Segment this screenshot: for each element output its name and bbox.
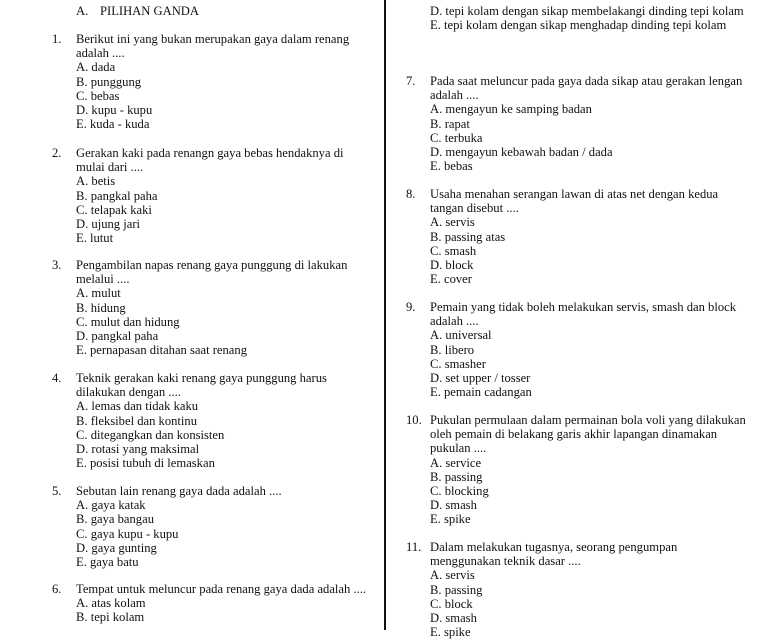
question-number: 7.	[406, 74, 416, 88]
option-a: A. mulut	[76, 286, 121, 301]
question-1	[52, 32, 370, 131]
option-c: C. bebas	[76, 88, 120, 103]
question-number: 8.	[406, 187, 416, 201]
question-5	[52, 484, 282, 569]
question-7	[406, 74, 746, 173]
option-a: A. servis	[430, 215, 475, 230]
option-c: C. mulut dan hidung	[76, 314, 180, 329]
question-number: 9.	[406, 300, 416, 314]
option-a: A. dada	[76, 60, 116, 75]
question-text: Pukulan permulaan dalam permainan bola voli yang dilakukan oleh pemain di belakang garis akhir lapangan dinamakan pukulan ....	[430, 413, 746, 456]
option-d: D. set upper / tosser	[430, 371, 531, 386]
option-d: D. gaya gunting	[76, 540, 157, 555]
question-text: Tempat untuk meluncur pada renang gaya dada adalah ....	[76, 582, 367, 596]
option-e: E. pernapasan ditahan saat renang	[76, 343, 247, 358]
question-number: 6.	[52, 582, 62, 596]
option-e: E. spike	[430, 512, 471, 527]
question-9	[406, 300, 746, 399]
option-b: B. libero	[430, 342, 475, 357]
option-c: C. gaya kupu - kupu	[76, 526, 179, 541]
question-4	[52, 371, 370, 470]
question-6	[52, 582, 366, 625]
option-d: D. smash	[430, 498, 477, 513]
option-a: A. lemas dan tidak kaku	[76, 399, 199, 414]
option-b: B. passing	[430, 469, 483, 484]
question-text: Pengambilan napas renang gaya punggung di lakukan melalui ....	[76, 258, 348, 287]
option-b: B. tepi kolam	[76, 610, 145, 625]
option-d: D. pangkal paha	[76, 329, 159, 344]
question-text: Teknik gerakan kaki renang gaya punggung harus dilakukan dengan ....	[76, 371, 327, 400]
option-b: B. hidung	[76, 300, 126, 315]
option-a: A. mengayun ke samping badan	[430, 102, 592, 117]
option-a: A. service	[430, 455, 482, 470]
option-e: E. lutut	[76, 231, 114, 246]
option-c: C. ditegangkan dan konsisten	[76, 427, 225, 442]
option-e: E. bebas	[430, 159, 473, 174]
option-c: C. blocking	[430, 484, 489, 499]
question-number: 4.	[52, 371, 62, 385]
question-11	[406, 540, 746, 639]
option-a: A. atas kolam	[76, 596, 146, 611]
question-text: Berikut ini yang bukan merupakan gaya dalam renang adalah ....	[76, 32, 350, 61]
option-c: C. terbuka	[430, 130, 483, 145]
option-d: D. ujung jari	[76, 217, 141, 232]
option-e: E. pemain cadangan	[430, 385, 532, 400]
question-3	[52, 258, 370, 357]
option-c: C. telapak kaki	[76, 202, 152, 217]
option-c: C. smasher	[430, 356, 486, 371]
option-d: D. block	[430, 258, 474, 273]
question-text: Dalam melakukan tugasnya, seorang pengumpan menggunakan teknik dasar ....	[430, 540, 678, 569]
option-e: E. gaya batu	[76, 555, 139, 570]
question-text: Usaha menahan serangan lawan di atas net dengan kedua tangan disebut ....	[430, 187, 719, 216]
option-b: B. pangkal paha	[76, 188, 158, 203]
option-d: D. smash	[430, 611, 477, 626]
question-text: Gerakan kaki pada renangn gaya bebas hendaknya di mulai dari ....	[76, 146, 344, 175]
question-number: 1.	[52, 32, 62, 46]
option-c: C. smash	[430, 243, 477, 258]
option-d: D. rotasi yang maksimal	[76, 442, 200, 457]
question-number: 11.	[406, 540, 422, 554]
question-text: Sebutan lain renang gaya dada adalah ....	[76, 484, 282, 498]
option-b: B. passing atas	[430, 229, 506, 244]
option-d: D. kupu - kupu	[76, 103, 153, 118]
section-heading	[76, 4, 199, 18]
question-number: 5.	[52, 484, 62, 498]
option-b: B. passing	[430, 582, 483, 597]
option-a: A. universal	[430, 328, 492, 343]
option-b: B. gaya bangau	[76, 512, 154, 527]
option-a: A. gaya katak	[76, 498, 146, 513]
question-6-continued	[406, 4, 744, 32]
option-a: A. betis	[76, 174, 116, 189]
option-d: D. tepi kolam dengan sikap membelakangi dinding tepi kolam	[430, 4, 744, 18]
option-e: E. tepi kolam dengan sikap menghadap dinding tepi kolam	[430, 18, 727, 33]
question-text: Pada saat meluncur pada gaya dada sikap atau gerakan lengan adalah ....	[430, 74, 743, 103]
column-divider	[384, 0, 386, 630]
section-label: A.	[76, 4, 89, 18]
question-8	[406, 187, 746, 286]
option-a: A. servis	[430, 568, 475, 583]
question-number: 3.	[52, 258, 62, 272]
option-d: D. mengayun kebawah badan / dada	[430, 145, 613, 160]
option-c: C. block	[430, 596, 473, 611]
option-b: B. punggung	[76, 74, 142, 89]
option-e: E. spike	[430, 625, 471, 639]
option-b: B. rapat	[430, 116, 470, 131]
question-text: Pemain yang tidak boleh melakukan servis, smash dan block adalah ....	[430, 300, 737, 329]
option-e: E. posisi tubuh di lemaskan	[76, 456, 215, 471]
question-2	[52, 146, 370, 245]
question-number: 10.	[406, 413, 422, 427]
option-b: B. fleksibel dan kontinu	[76, 413, 198, 428]
option-e: E. kuda - kuda	[76, 117, 150, 132]
section-title: PILIHAN GANDA	[100, 4, 199, 18]
option-e: E. cover	[430, 272, 472, 287]
question-number: 2.	[52, 146, 62, 160]
question-10	[406, 413, 746, 527]
